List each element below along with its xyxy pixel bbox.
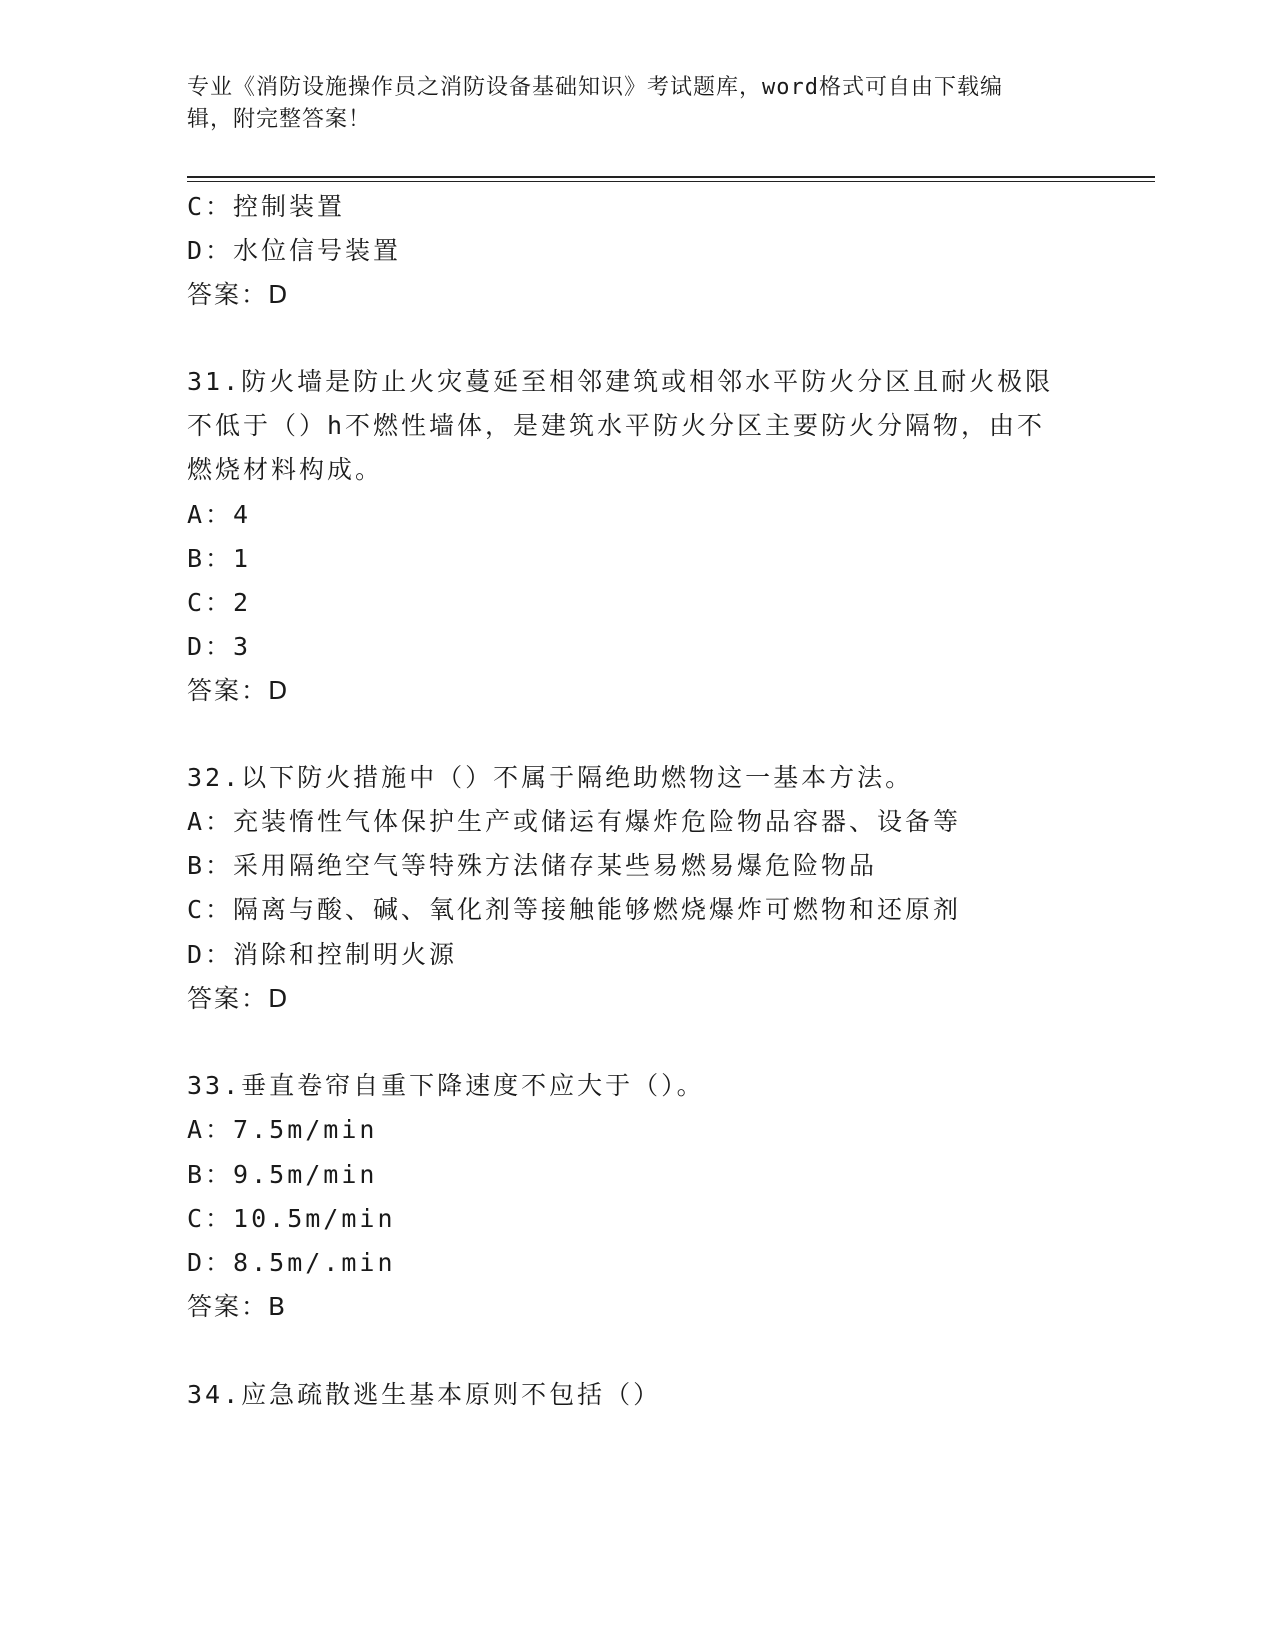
header-line-1: 专业《消防设施操作员之消防设备基础知识》考试题库，word格式可自由下载编 (187, 75, 1003, 100)
document-header (187, 72, 1087, 136)
q30-option-d: D：水位信号装置 (187, 236, 402, 265)
q30-option-c: C：控制装置 (187, 192, 346, 221)
header-divider-thin (187, 181, 1155, 182)
header-line-2: 辑，附完整答案！ (187, 107, 372, 132)
q32-option-b: B：采用隔绝空气等特殊方法储存某些易燃易爆危险物品 (187, 851, 878, 880)
header-divider-thick (187, 176, 1155, 178)
q31-option-c: C：2 (187, 588, 252, 617)
q33-option-a: A：7.5m/min (187, 1115, 378, 1144)
q31-answer: 答案：D (187, 676, 290, 705)
q32-option-d: D：消除和控制明火源 (187, 940, 458, 969)
q31-option-a: A：4 (187, 500, 252, 529)
q33-option-c: C：10.5m/min (187, 1204, 396, 1233)
q33-option-d: D：8.5m/.min (187, 1248, 396, 1277)
q31-option-b: B：1 (187, 544, 252, 573)
q32-stem: 32.以下防火措施中（）不属于隔绝助燃物这一基本方法。 (187, 763, 914, 792)
q34-stem: 34.应急疏散逃生基本原则不包括（） (187, 1380, 662, 1409)
q31-stem-line-1: 31.防火墙是防止火灾蔓延至相邻建筑或相邻水平防火分区且耐火极限 (187, 367, 1054, 396)
q33-answer: 答案：B (187, 1292, 288, 1321)
q33-option-b: B：9.5m/min (187, 1160, 378, 1189)
q31-option-d: D：3 (187, 632, 252, 661)
q32-option-a: A：充装惰性气体保护生产或储运有爆炸危险物品容器、设备等 (187, 807, 962, 836)
q31-stem-line-3: 燃烧材料构成。 (187, 455, 384, 484)
q30-answer: 答案：D (187, 280, 290, 309)
q32-option-c: C：隔离与酸、碱、氧化剂等接触能够燃烧爆炸可燃物和还原剂 (187, 895, 962, 924)
q33-stem: 33.垂直卷帘自重下降速度不应大于（）。 (187, 1071, 705, 1100)
q31-stem-line-2: 不低于（）h不燃性墙体，是建筑水平防火分区主要防火分隔物，由不 (187, 411, 1046, 440)
q32-answer: 答案：D (187, 984, 290, 1013)
